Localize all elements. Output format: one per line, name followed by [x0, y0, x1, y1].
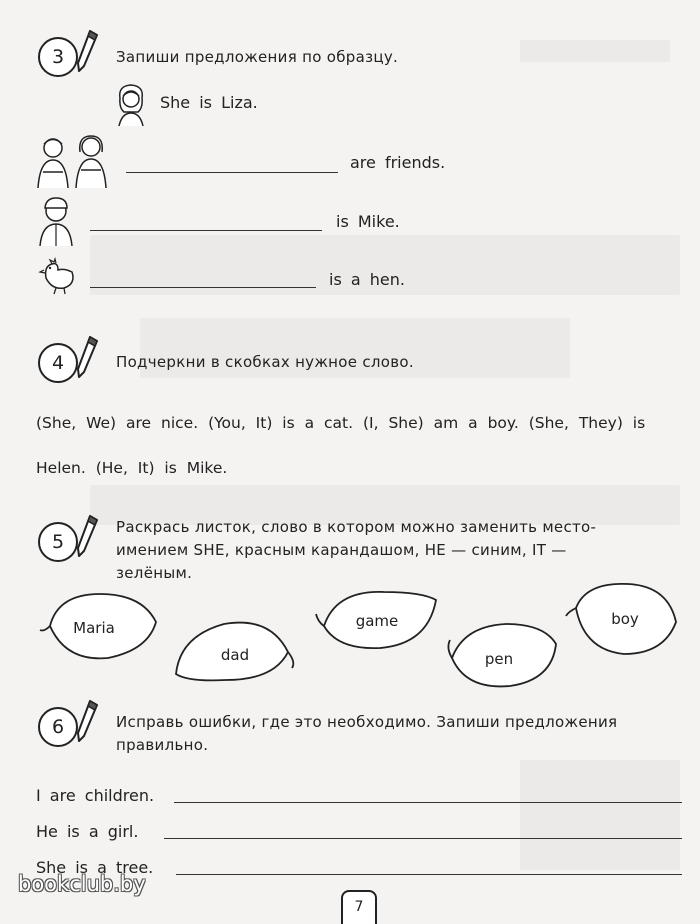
friends-figure: [34, 132, 112, 188]
answer-line[interactable]: [90, 287, 316, 288]
task-3-number: 3: [38, 37, 78, 77]
answer-line[interactable]: [164, 838, 682, 839]
answer-line[interactable]: [90, 230, 322, 231]
sentence-2-end: are friends.: [350, 153, 446, 172]
error-sentence-2: He is a girl.: [36, 822, 139, 841]
task-4-line-1: (She, We) are nice. (You, It) is a cat. (I, She) am a boy. (She, They) is: [36, 414, 646, 432]
task-6-title-line-2: правильно.: [116, 736, 209, 754]
leaf-word-dad: dad: [220, 646, 250, 664]
task-3-title: Запиши предложения по образцу.: [116, 48, 399, 66]
leaf-word-boy: boy: [611, 610, 639, 628]
task-5-title-line-2: имением SHE, красным карандашом, HE — синим, IT —: [116, 541, 567, 559]
task-4-number: 4: [38, 343, 78, 383]
pencil-icon: [74, 334, 100, 380]
leaf-word-game: game: [355, 612, 399, 630]
bleed-through: [520, 40, 670, 62]
page-number: 7: [341, 890, 377, 924]
sentence-4-end: is a hen.: [329, 270, 405, 289]
pencil-icon: [74, 513, 100, 559]
answer-line[interactable]: [174, 802, 682, 803]
watermark: bookclub.by: [18, 872, 146, 896]
hen-figure: [38, 256, 78, 296]
leaf-word-pen: pen: [484, 650, 514, 668]
task-5-number: 5: [38, 522, 78, 562]
boy-figure: [36, 194, 76, 246]
pencil-icon: [74, 698, 100, 744]
error-sentence-1: I are children.: [36, 786, 155, 805]
task-6-number: 6: [38, 707, 78, 747]
answer-line[interactable]: [176, 874, 682, 875]
task-5-title-line-1: Раскрась листок, слово в котором можно заменить место-: [116, 518, 597, 536]
error-sentence-3: She is a tree.: [36, 858, 154, 877]
sample-sentence: She is Liza.: [160, 93, 258, 112]
girl-figure: [114, 82, 148, 126]
pencil-icon: [74, 28, 100, 74]
answer-line[interactable]: [126, 172, 338, 173]
task-6-title-line-1: Исправь ошибки, где это необходимо. Запиши предложения: [116, 713, 618, 731]
leaf-word-maria: Maria: [73, 619, 115, 637]
sentence-3-end: is Mike.: [336, 212, 400, 231]
task-5-title-line-3: зелёным.: [116, 564, 193, 582]
task-4-line-2: Helen. (He, It) is Mike.: [36, 459, 228, 477]
bleed-through: [520, 760, 680, 870]
task-4-title: Подчеркни в скобках нужное слово.: [116, 353, 414, 371]
